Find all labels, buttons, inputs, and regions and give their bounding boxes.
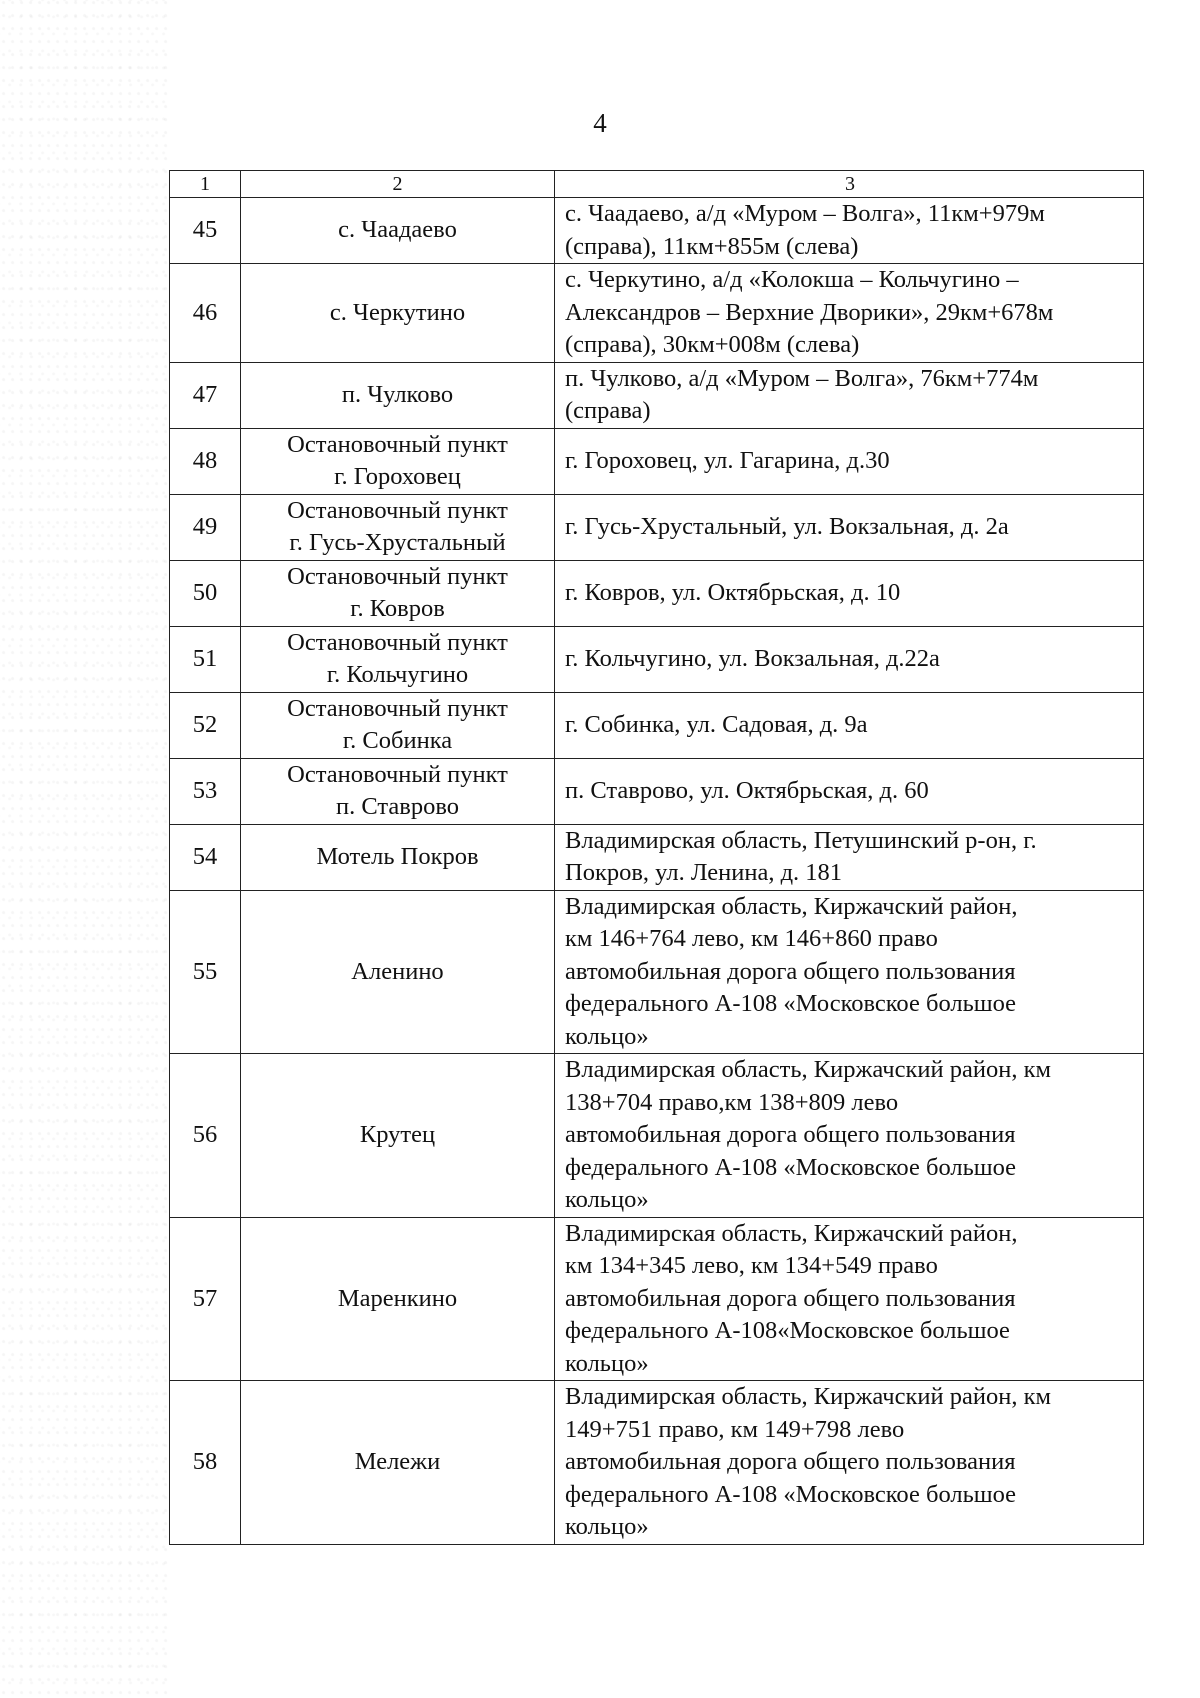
header-row bbox=[170, 171, 1144, 198]
stop-address-line: федерального А-108 «Московское большое bbox=[565, 990, 1017, 1017]
stop-address-line: Покров, ул. Ленина, д. 181 bbox=[565, 859, 843, 886]
stop-address-line: автомобильная дорога общего пользования bbox=[565, 1121, 1016, 1148]
stop-name bbox=[241, 1217, 555, 1381]
stop-address bbox=[555, 362, 1144, 428]
stop-address-line: 149+751 право, км 149+798 лево bbox=[565, 1415, 905, 1443]
table-row bbox=[170, 198, 1144, 264]
stop-name-line: Остановочный пункт bbox=[287, 694, 508, 722]
stop-address-line: г. Гороховец, ул. Гагарина, д.30 bbox=[565, 446, 890, 474]
stop-address-line: Владимирская область, Киржачский район, км bbox=[565, 1056, 1051, 1083]
header-col-2: 2 bbox=[241, 171, 555, 198]
stop-address-line: (справа) bbox=[565, 397, 651, 424]
row-number: 48 bbox=[170, 428, 241, 494]
stop-name-line: г. Гусь-Хрустальный bbox=[289, 529, 506, 556]
row-number: 56 bbox=[170, 1054, 241, 1218]
stop-name-line: Остановочный пункт bbox=[287, 496, 508, 524]
header-col-3: 3 bbox=[555, 171, 1144, 198]
stop-name bbox=[241, 560, 555, 626]
stop-address-line: г. Собинка, ул. Садовая, д. 9а bbox=[565, 710, 868, 738]
stop-address-line: (справа), 30км+008м (слева) bbox=[565, 331, 860, 358]
stop-address-line: федерального А-108 «Московское большое bbox=[565, 1480, 1017, 1508]
stop-name-line: Остановочный пункт bbox=[287, 430, 508, 458]
table-row bbox=[170, 560, 1144, 626]
stop-address-line: Владимирская область, Петушинский р-он, г. bbox=[565, 826, 1037, 854]
stop-address-line: п. Ставрово, ул. Октябрьская, д. 60 bbox=[565, 776, 929, 804]
stops-table bbox=[169, 170, 1144, 1545]
table-row bbox=[170, 626, 1144, 692]
stop-address bbox=[555, 494, 1144, 560]
stop-name bbox=[241, 890, 555, 1054]
stop-name bbox=[241, 758, 555, 824]
stop-name bbox=[241, 626, 555, 692]
stop-address-line: км 134+345 лево, км 134+549 право bbox=[565, 1252, 938, 1279]
stop-address-line: Владимирская область, Киржачский район, bbox=[565, 1219, 1018, 1247]
stop-name bbox=[241, 198, 555, 264]
stop-name bbox=[241, 494, 555, 560]
stop-name bbox=[241, 264, 555, 363]
stop-address-line: 138+704 право,км 138+809 лево bbox=[565, 1088, 899, 1116]
stop-name-line: с. Чаадаево bbox=[338, 216, 457, 244]
page-number: 4 bbox=[593, 108, 607, 138]
stop-address-line: кольцо» bbox=[565, 1513, 649, 1540]
stop-name-line: г. Кольчугино bbox=[326, 661, 469, 688]
stop-address-line: федерального А-108«Московское большое bbox=[565, 1317, 1010, 1344]
row-number: 51 bbox=[170, 626, 241, 692]
stop-address-line: п. Чулково, а/д «Муром – Волга», 76км+774м bbox=[565, 364, 1039, 392]
stop-address-line: кольцо» bbox=[565, 1349, 649, 1377]
stop-name-line: Мотель Покров bbox=[316, 842, 479, 870]
stop-name-line: г. Гороховец bbox=[334, 463, 461, 490]
header-col-1: 1 bbox=[170, 171, 241, 198]
stop-address bbox=[555, 560, 1144, 626]
row-number: 57 bbox=[170, 1217, 241, 1381]
stop-address bbox=[555, 626, 1144, 692]
stop-name-line: п. Чулково bbox=[341, 380, 454, 408]
stop-name-line: г. Ковров bbox=[350, 595, 445, 622]
row-number: 53 bbox=[170, 758, 241, 824]
row-number: 55 bbox=[170, 890, 241, 1054]
stop-name bbox=[241, 824, 555, 890]
stop-address-line: кольцо» bbox=[565, 1186, 649, 1213]
row-number: 46 bbox=[170, 264, 241, 363]
stop-address-line: с. Черкутино, а/д «Колокша – Кольчугино – bbox=[565, 266, 1019, 293]
stop-address bbox=[555, 264, 1144, 363]
stop-address bbox=[555, 1054, 1144, 1218]
table-row bbox=[170, 264, 1144, 363]
row-number: 52 bbox=[170, 692, 241, 758]
stop-address bbox=[555, 1217, 1144, 1381]
table-row bbox=[170, 1054, 1144, 1218]
row-number: 49 bbox=[170, 494, 241, 560]
stop-address-line: с. Чаадаево, а/д «Муром – Волга», 11км+979м bbox=[565, 200, 1045, 227]
scan-edge-noise bbox=[0, 0, 170, 1698]
stop-name-line: Крутец bbox=[359, 1121, 436, 1148]
stop-address-line: г. Гусь-Хрустальный, ул. Вокзальная, д. 2а bbox=[565, 512, 1009, 540]
stop-name-line: г. Собинка bbox=[342, 727, 453, 754]
stops-table-body bbox=[170, 171, 1144, 1545]
row-number: 47 bbox=[170, 362, 241, 428]
stop-address-line: автомобильная дорога общего пользования bbox=[565, 957, 1016, 985]
stop-address-line: Александров – Верхние Дворики», 29км+678м bbox=[565, 298, 1054, 326]
stop-name bbox=[241, 362, 555, 428]
table-row bbox=[170, 1381, 1144, 1545]
table-row bbox=[170, 428, 1144, 494]
stop-address-line: Владимирская область, Киржачский район, км bbox=[565, 1383, 1051, 1410]
row-number: 58 bbox=[170, 1381, 241, 1545]
stop-name bbox=[241, 1054, 555, 1218]
stop-address-line: г. Кольчугино, ул. Вокзальная, д.22а bbox=[565, 644, 940, 672]
stop-name-line: Аленино bbox=[351, 957, 444, 985]
row-number: 45 bbox=[170, 198, 241, 264]
table-row bbox=[170, 1217, 1144, 1381]
stop-name-line: Мележи bbox=[354, 1448, 441, 1475]
table-row bbox=[170, 758, 1144, 824]
table-row bbox=[170, 494, 1144, 560]
stop-name-line: Остановочный пункт bbox=[287, 760, 508, 788]
stop-address-line: федерального А-108 «Московское большое bbox=[565, 1153, 1017, 1181]
stop-address-line: (справа), 11км+855м (слева) bbox=[565, 232, 859, 260]
stop-name-line: Остановочный пункт bbox=[287, 562, 508, 590]
row-number: 54 bbox=[170, 824, 241, 890]
stop-address-line: автомобильная дорога общего пользования bbox=[565, 1448, 1016, 1475]
stop-address bbox=[555, 428, 1144, 494]
stop-name-line: Маренкино bbox=[337, 1284, 458, 1312]
stop-address-line: автомобильная дорога общего пользования bbox=[565, 1284, 1016, 1312]
stop-address-line: кольцо» bbox=[565, 1022, 649, 1050]
stop-name-line: Остановочный пункт bbox=[287, 628, 508, 656]
stop-address bbox=[555, 1381, 1144, 1545]
stop-address bbox=[555, 824, 1144, 890]
stop-address bbox=[555, 758, 1144, 824]
table-row bbox=[170, 890, 1144, 1054]
table-row bbox=[170, 824, 1144, 890]
stop-address-line: Владимирская область, Киржачский район, bbox=[565, 892, 1018, 920]
table-row bbox=[170, 692, 1144, 758]
stop-name bbox=[241, 428, 555, 494]
stop-address bbox=[555, 890, 1144, 1054]
stop-name-line: с. Черкутино bbox=[329, 298, 466, 326]
stop-address bbox=[555, 692, 1144, 758]
stop-name bbox=[241, 692, 555, 758]
stop-name-line: п. Ставрово bbox=[336, 793, 459, 820]
stop-address-line: км 146+764 лево, км 146+860 право bbox=[565, 925, 938, 952]
stop-address bbox=[555, 198, 1144, 264]
row-number: 50 bbox=[170, 560, 241, 626]
stop-address-line: г. Ковров, ул. Октябрьская, д. 10 bbox=[565, 578, 901, 606]
table-row bbox=[170, 362, 1144, 428]
stop-name bbox=[241, 1381, 555, 1545]
